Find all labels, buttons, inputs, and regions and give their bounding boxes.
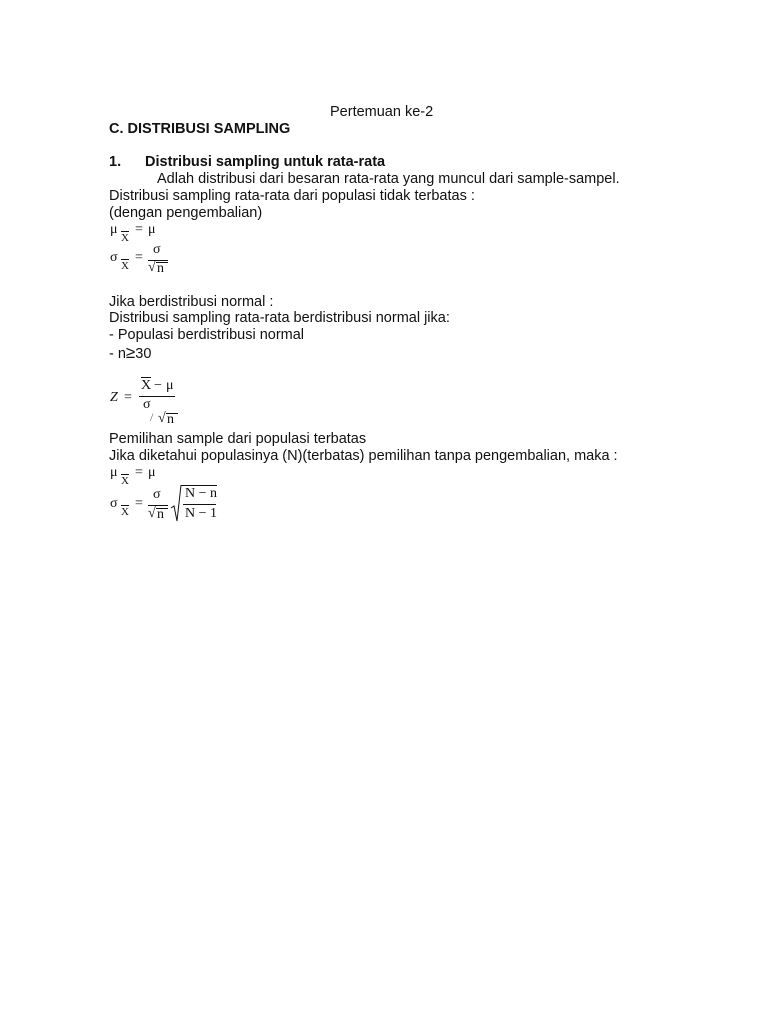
- formula-std-finite: [110, 484, 240, 526]
- geq-symbol: ≥: [125, 343, 136, 362]
- slash-divider: /: [150, 410, 154, 424]
- mu-symbol: μ: [148, 465, 156, 480]
- finite-known-text: Jika diketahui populasinya (N)(terbatas) pemilihan tanpa pengembalian, maka :: [109, 448, 618, 464]
- mu-symbol: μ: [110, 465, 118, 480]
- with-replacement-text: (dengan pengembalian): [109, 205, 263, 221]
- fpc-numerator: N − n: [185, 486, 218, 501]
- equals-sign: =: [135, 465, 143, 480]
- z-variable: Z: [110, 390, 118, 405]
- formula-std-infinite: [110, 242, 190, 278]
- finite-population-text: Pemilihan sample dari populasi terbatas: [109, 431, 367, 447]
- sqrt-symbol: √: [148, 506, 156, 521]
- n-variable: n: [157, 261, 164, 276]
- sigma-symbol: σ: [110, 496, 118, 511]
- n-variable: n: [157, 507, 164, 522]
- xbar-subscript: X: [121, 506, 129, 518]
- sigma-symbol: σ: [153, 487, 161, 502]
- sigma-symbol: σ: [143, 397, 151, 412]
- mu-symbol: μ: [110, 222, 118, 237]
- meeting-label: Pertemuan ke-2: [330, 104, 434, 120]
- formula-mean-infinite: [110, 222, 190, 244]
- xbar-subscript: X: [121, 475, 129, 487]
- subsection-title: Distribusi sampling untuk rata-rata: [145, 154, 386, 170]
- minus-sign: −: [154, 378, 162, 393]
- normal-if-text: Jika berdistribusi normal :: [109, 294, 274, 310]
- normal-condition-text: Distribusi sampling rata-rata berdistribusi normal jika:: [109, 310, 450, 326]
- equals-sign: =: [135, 222, 143, 237]
- condition-2-prefix: - n: [109, 346, 126, 362]
- sqrt-symbol: √: [158, 411, 166, 426]
- xbar-variable: X: [141, 378, 152, 393]
- formula-z-score: [110, 376, 200, 432]
- large-sqrt-symbol: [170, 484, 182, 524]
- definition-text: Adlah distribusi dari besaran rata-rata yang muncul dari sample-sampel.: [157, 171, 620, 187]
- n-variable: n: [167, 412, 174, 427]
- condition-2-text: [109, 344, 151, 363]
- sqrt-symbol: √: [148, 260, 156, 275]
- fpc-denominator: N − 1: [185, 506, 218, 521]
- subsection-number: 1.: [109, 154, 122, 170]
- equals-sign: =: [124, 390, 132, 405]
- mu-symbol: μ: [166, 378, 174, 393]
- xbar-subscript: X: [121, 232, 129, 244]
- sigma-symbol: σ: [153, 242, 161, 257]
- equals-sign: =: [135, 250, 143, 265]
- equals-sign: =: [135, 496, 143, 511]
- condition-2-value: 30: [135, 346, 152, 362]
- sigma-symbol: σ: [110, 250, 118, 265]
- infinite-population-text: Distribusi sampling rata-rata dari populasi tidak terbatas :: [109, 188, 475, 204]
- mu-symbol: μ: [148, 222, 156, 237]
- section-title: C. DISTRIBUSI SAMPLING: [109, 121, 291, 137]
- fraction-line: [183, 504, 216, 505]
- condition-1-text: - Populasi berdistribusi normal: [109, 327, 305, 343]
- xbar-subscript: X: [121, 260, 129, 272]
